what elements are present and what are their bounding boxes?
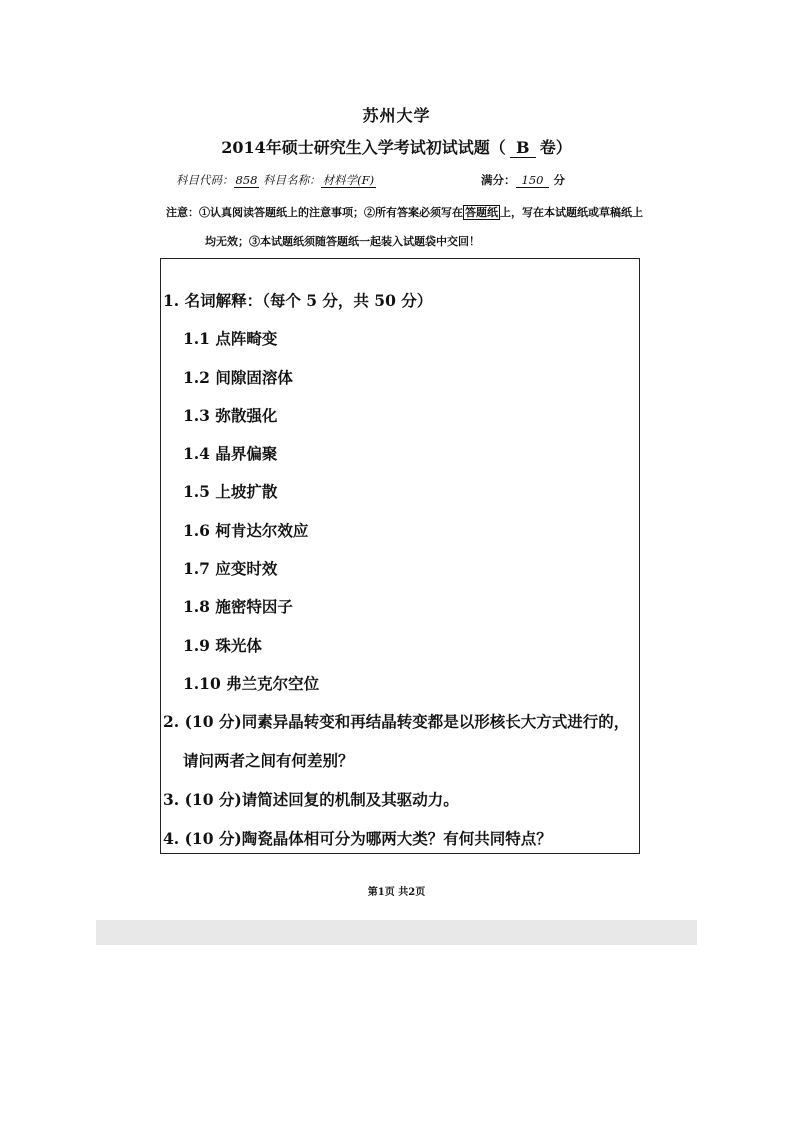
subject-code: 858 xyxy=(235,173,258,187)
term-item: 1.2 间隙固溶体 xyxy=(183,368,293,387)
subject-info xyxy=(176,172,376,188)
question-1-title: 1. 名词解释：（每个 5 分，共 50 分） xyxy=(163,291,433,310)
exam-title-prefix: 2014年硕士研究生入学考试初试试题（ xyxy=(221,138,506,157)
term-item: 1.7 应变时效 xyxy=(183,559,278,578)
term-item: 1.10 弗兰克尔空位 xyxy=(183,674,320,693)
question-2-line-2: 请问两者之间有何差别？ xyxy=(183,751,354,770)
notice-line-2: 均无效；③本试题纸须随答题纸一起装入试题袋中交回！ xyxy=(205,235,480,248)
term-item: 1.1 点阵畸变 xyxy=(183,329,278,348)
subject-name: 材料学(F) xyxy=(322,173,375,187)
score-value: 150 xyxy=(516,173,550,188)
notice-boxed-text: 答题纸 xyxy=(465,206,498,219)
term-item: 1.9 珠光体 xyxy=(183,636,262,655)
notice-text-a: 注意：①认真阅读答题纸上的注意事项；②所有答案必须写在 xyxy=(166,206,463,219)
score-unit: 分 xyxy=(553,173,565,187)
university-name: 苏州大学 xyxy=(362,106,431,125)
term-item: 1.3 弥散强化 xyxy=(183,406,278,425)
term-item: 1.8 施密特因子 xyxy=(183,597,293,616)
notice-line-1 xyxy=(166,204,643,220)
question-3: 3. (10 分)请简述回复的机制及其驱动力。 xyxy=(163,790,459,809)
subject-name-label: 科目名称： xyxy=(263,173,321,187)
question-4: 4. (10 分)陶瓷晶体相可分为哪两大类？有何共同特点？ xyxy=(163,829,552,848)
score-label: 满分： xyxy=(481,173,516,187)
page-separator-bar xyxy=(96,920,697,945)
subject-code-label: 科目代码： xyxy=(176,173,234,187)
term-item: 1.5 上坡扩散 xyxy=(183,482,278,501)
exam-title-suffix: 卷） xyxy=(539,138,572,157)
term-item: 1.4 晶界偏聚 xyxy=(183,444,278,463)
term-item: 1.6 柯肯达尔效应 xyxy=(183,521,309,540)
exam-title xyxy=(0,135,793,158)
notice-text-b: 上，写在本试题纸或草稿纸上 xyxy=(500,206,643,219)
paper-code: B xyxy=(510,138,536,158)
question-2-line-1: 2. (10 分)同素异晶转变和再结晶转变都是以形核长大方式进行的， xyxy=(163,712,630,731)
page-footer: 第1页 共2页 xyxy=(367,887,426,898)
full-score xyxy=(481,172,565,188)
